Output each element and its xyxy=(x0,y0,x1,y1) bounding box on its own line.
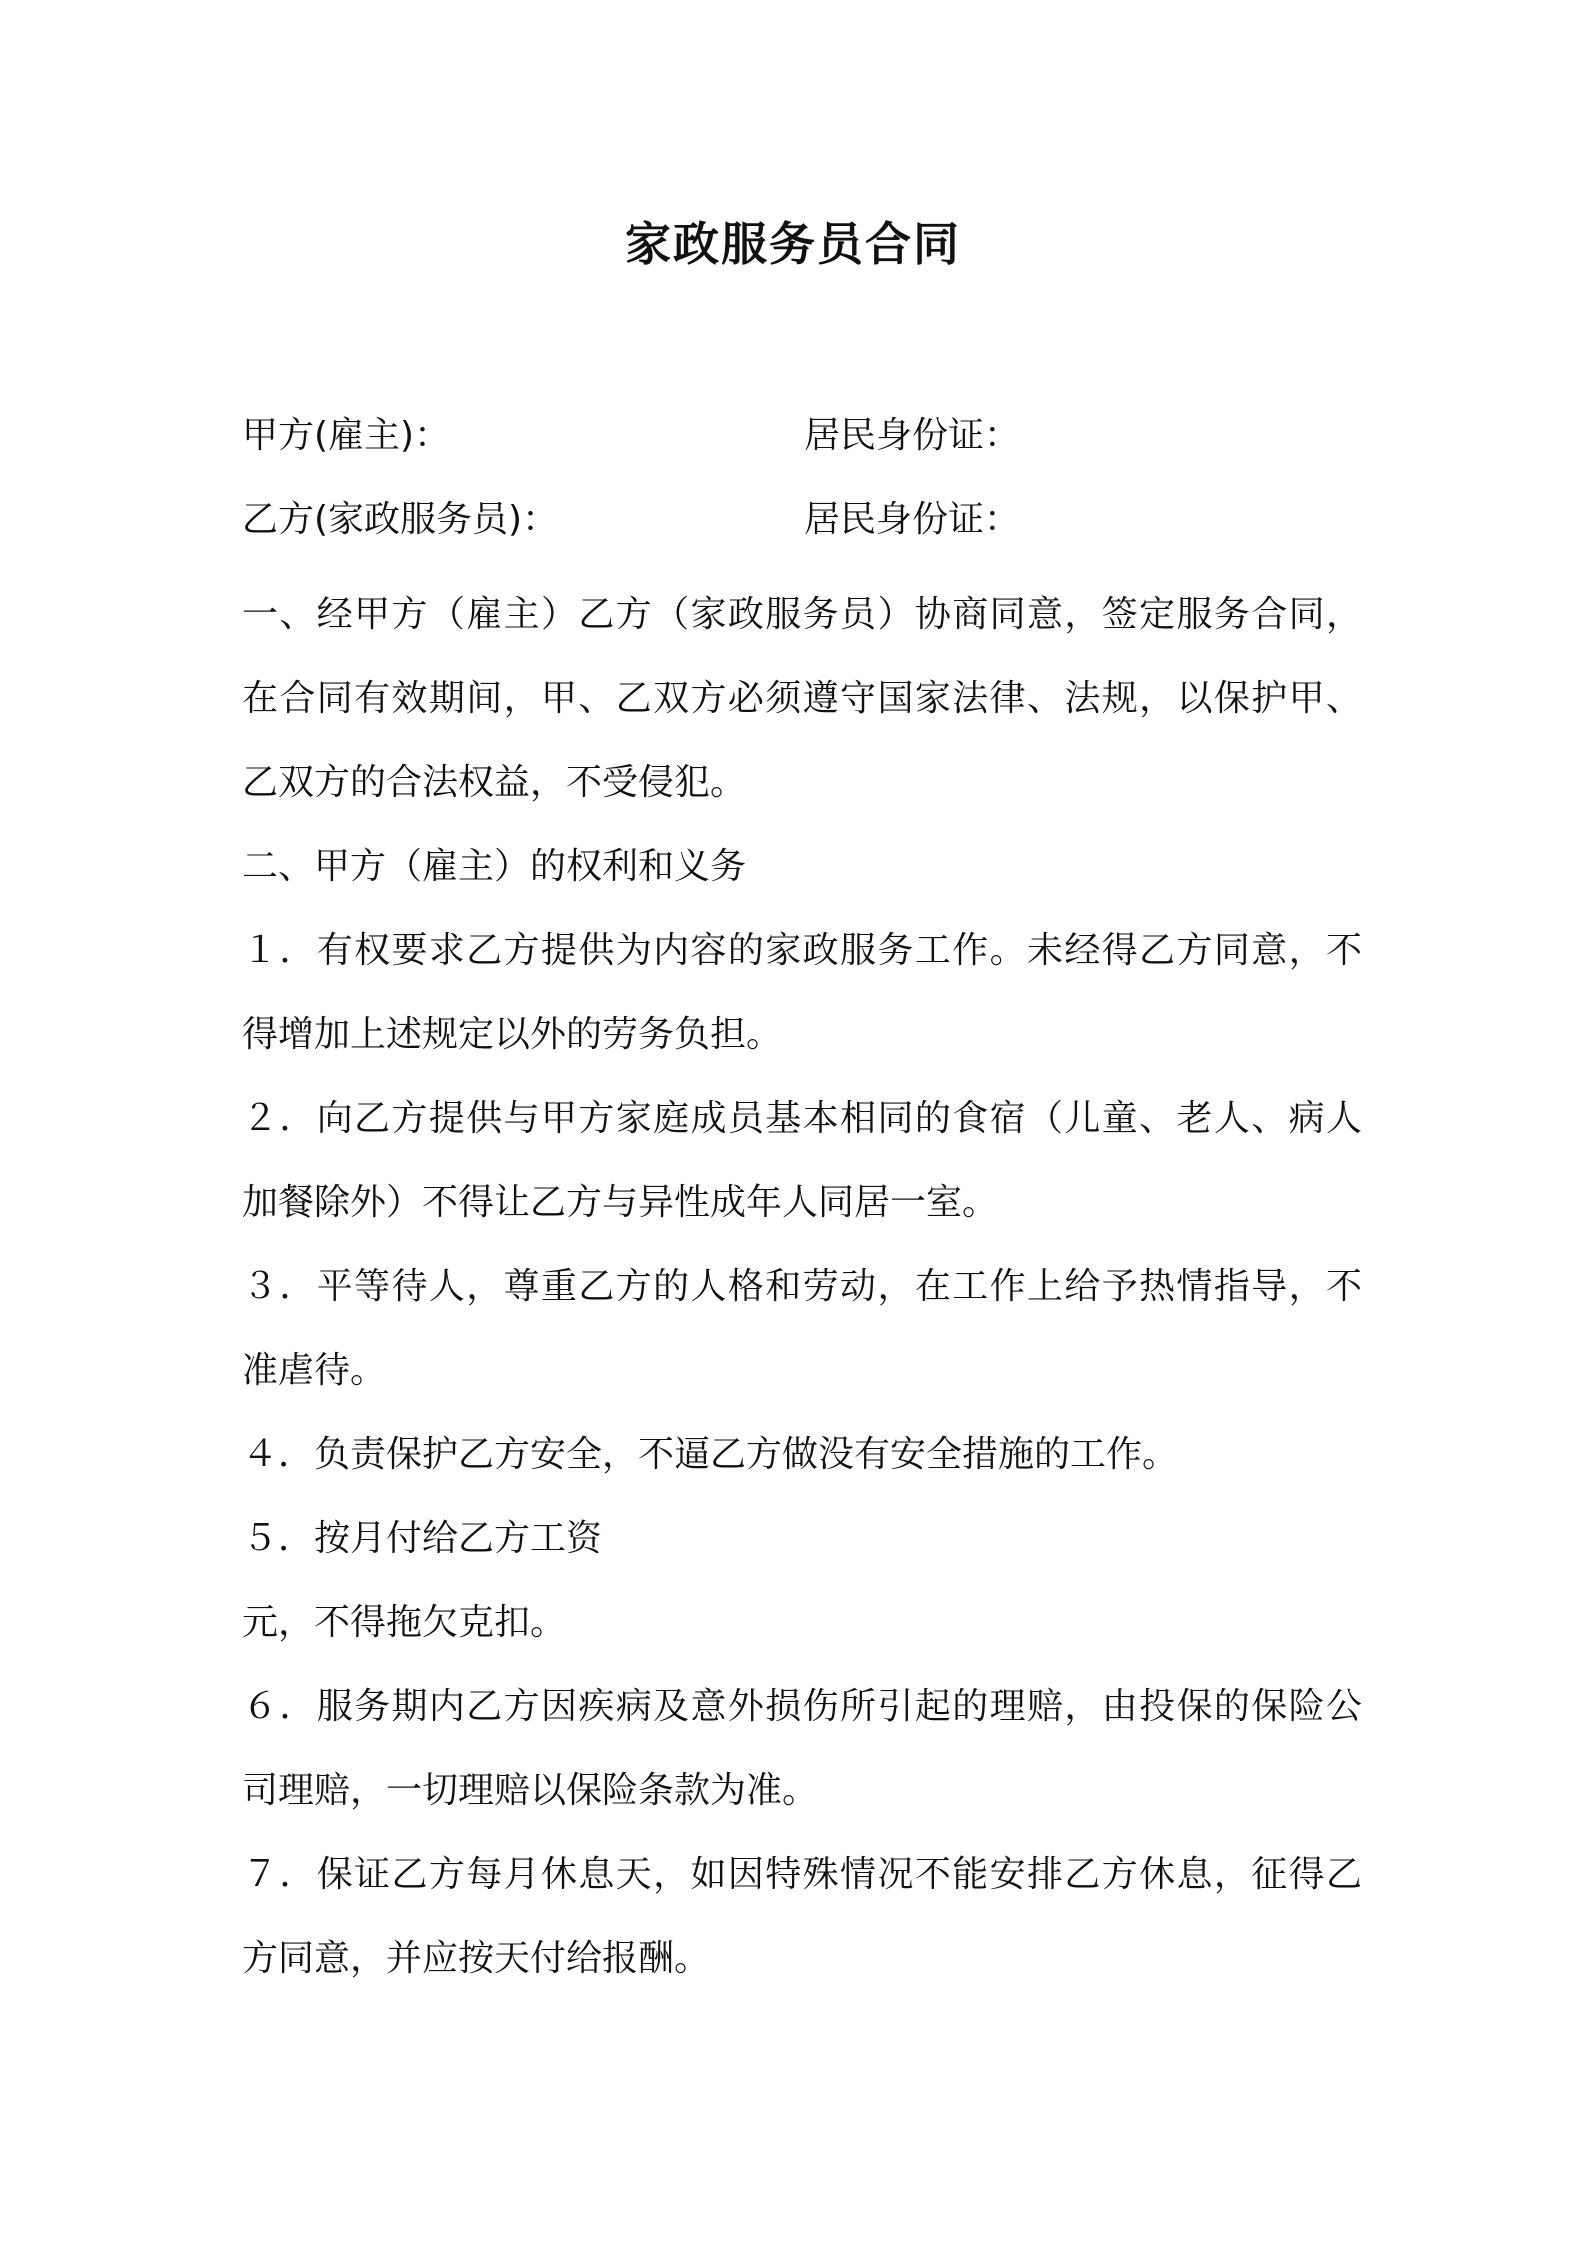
clause-item-1 xyxy=(242,909,1362,1077)
clause-item-7-line-2: 方同意，并应按天付给报酬。 xyxy=(242,1938,711,1979)
clause-item-5-line-2: 元，不得拖欠克扣。 xyxy=(242,1602,567,1643)
clause-item-4-text: 负责保护乙方安全，不逼乙方做没有安全措施的工作。 xyxy=(314,1434,1179,1475)
clause-1-line-2: 在合同有效期间，甲、乙双方必须遵守国家法律、法规，以保护甲、 xyxy=(242,678,1362,719)
clause-2-heading xyxy=(242,825,1362,909)
clause-item-6-line-2: 司理赔，一切理赔以保险条款为准。 xyxy=(242,1770,819,1811)
clause-item-7-number: ７． xyxy=(242,1854,317,1895)
clause-item-6-text: 服务期内乙方因疾病及意外损伤所引起的理赔，由投保的保险公 xyxy=(316,1686,1362,1727)
clause-item-7 xyxy=(242,1833,1362,2001)
clause-item-1-line-2: 得增加上述规定以外的劳务负担。 xyxy=(242,1014,783,1055)
clause-item-7-text: 保证乙方每月休息天，如因特殊情况不能安排乙方休息，征得乙 xyxy=(316,1854,1362,1895)
clause-item-3-line-1 xyxy=(242,1245,1362,1329)
clause-item-1-number: １． xyxy=(242,930,317,971)
party-a-label: 甲方(雇主)： xyxy=(242,415,451,456)
clause-item-5-text: 按月付给乙方工资 xyxy=(314,1518,603,1559)
clause-item-7-line-1 xyxy=(242,1833,1362,1917)
clause-1-line-3: 乙双方的合法权益，不受侵犯。 xyxy=(242,762,747,803)
clause-item-4-line-1 xyxy=(242,1413,1362,1497)
clause-item-4 xyxy=(242,1413,1362,1497)
clause-item-4-number: ４． xyxy=(242,1434,315,1475)
clause-item-5-line-1 xyxy=(242,1497,1362,1581)
clause-item-2-line-2: 加餐除外）不得让乙方与异性成年人同居一室。 xyxy=(242,1182,999,1223)
party-b-label: 乙方(家政服务员)： xyxy=(242,499,559,540)
clause-item-1-line-1 xyxy=(242,909,1362,993)
clause-1 xyxy=(242,573,1362,825)
clause-item-6-number: ６． xyxy=(242,1686,317,1727)
clause-item-6-line-1 xyxy=(242,1665,1362,1749)
clause-2-heading-text: 二、甲方（雇主）的权利和义务 xyxy=(242,846,747,887)
clause-item-3 xyxy=(242,1245,1362,1413)
party-a-id-label: 居民身份证： xyxy=(804,415,1021,456)
clause-item-1-text: 有权要求乙方提供为内容的家政服务工作。未经得乙方同意，不 xyxy=(316,930,1362,971)
clause-item-3-number: ３． xyxy=(242,1266,317,1307)
party-b-row xyxy=(242,490,1362,550)
clause-item-2 xyxy=(242,1077,1362,1245)
clause-item-2-number: ２． xyxy=(242,1098,317,1139)
clause-item-6 xyxy=(242,1665,1362,1833)
party-a-row xyxy=(242,406,1362,466)
party-b-id-label: 居民身份证： xyxy=(804,499,1021,540)
contract-body xyxy=(242,573,1362,2001)
clause-item-3-line-2: 准虐待。 xyxy=(242,1350,387,1391)
clause-item-3-text: 平等待人，尊重乙方的人格和劳动，在工作上给予热情指导，不 xyxy=(316,1266,1362,1307)
clause-item-2-line-1 xyxy=(242,1077,1362,1161)
clause-item-5-number: ５． xyxy=(242,1518,315,1559)
clause-item-2-text: 向乙方提供与甲方家庭成员基本相同的食宿（儿童、老人、病人 xyxy=(316,1098,1362,1139)
clause-1-line-1: 一、经甲方（雇主）乙方（家政服务员）协商同意，签定服务合同， xyxy=(242,594,1362,635)
clause-item-5 xyxy=(242,1497,1362,1665)
document-title: 家政服务员合同 xyxy=(625,217,961,271)
